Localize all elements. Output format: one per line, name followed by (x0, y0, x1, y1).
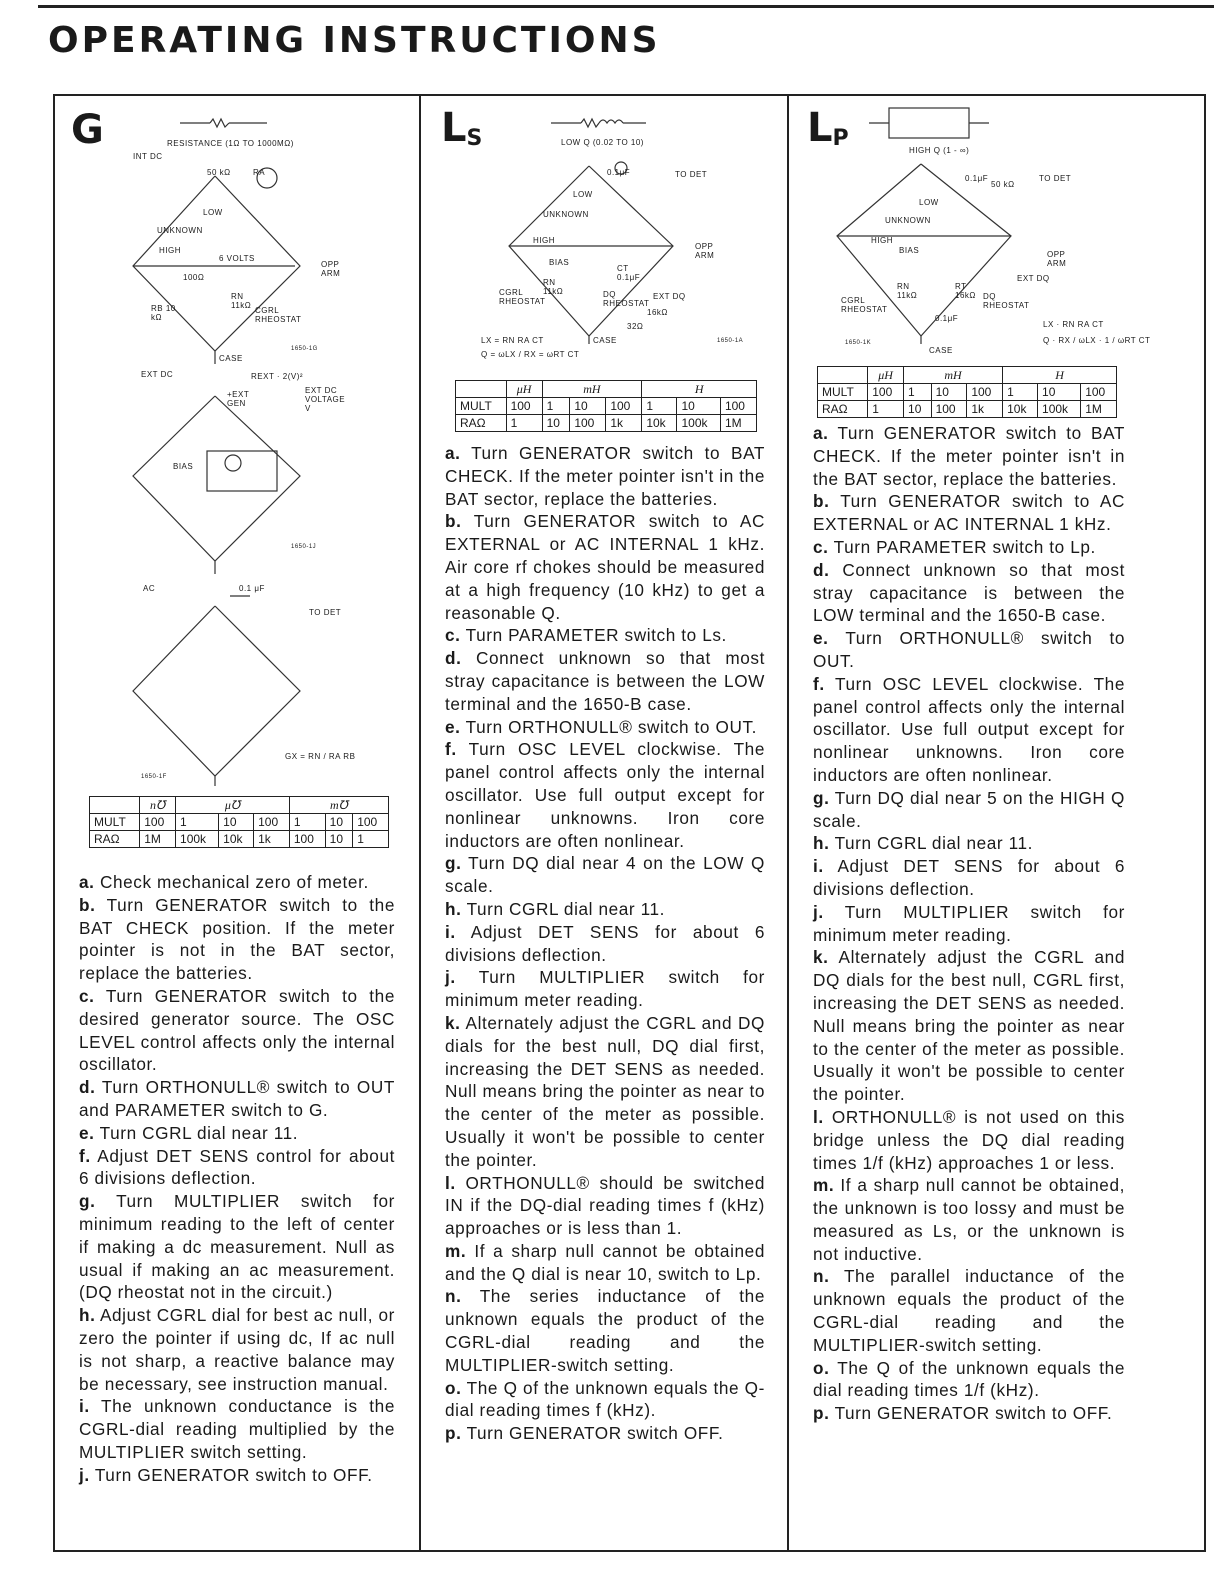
step-text: Adjust DET SENS for about 6 divisions deflection. (813, 856, 1125, 899)
lp-col-header-3: H (1003, 367, 1117, 384)
step-text: Connect unknown so that most stray capacitance is between the LOW terminal and the 1650-B case. (445, 648, 765, 714)
g-int-dc-label: INT DC (133, 152, 163, 161)
lp-case-label: CASE (929, 346, 953, 355)
g-bias-label: BIAS (173, 462, 194, 471)
step-text: Turn GENERATOR switch to AC EXTERNAL or AC INTERNAL 1 kHz. Air core rf chokes should be measured at a high frequency (10 kHz) to get a reasonable Q. (445, 511, 765, 623)
instruction-step (79, 894, 395, 985)
instruction-step (79, 1145, 395, 1191)
step-key: j. (813, 901, 824, 922)
step-key: f. (813, 673, 825, 694)
step-key: i. (813, 856, 824, 877)
step-text: The Q of the unknown equals the Q-dial reading times f (kHz). (445, 1377, 765, 1421)
step-key: l. (445, 1172, 456, 1193)
lp-bias-label: BIAS (899, 246, 920, 255)
instruction-step (445, 738, 765, 852)
instruction-step (79, 1076, 395, 1122)
ls-ct-label: CT 0.1μF (617, 264, 641, 282)
step-key: n. (813, 1266, 830, 1287)
step-key: e. (813, 628, 829, 649)
instruction-step (79, 1304, 395, 1395)
g-code-1: 1650-1G (291, 346, 318, 352)
step-key: a. (813, 423, 829, 443)
step-text: The Q of the unknown equals the dial reading times 1/f (kHz). (813, 1357, 1125, 1401)
instruction-step (79, 1122, 395, 1145)
step-key: i. (445, 921, 456, 942)
step-key: f. (445, 739, 457, 760)
ls-steps (445, 442, 765, 1445)
step-text: The series inductance of the unknown equals the product of the CGRL-dial reading and the MULTIPLIER-switch setting. (445, 1286, 765, 1375)
instruction-step (813, 673, 1125, 787)
step-text: Turn CGRL dial near 11. (466, 898, 666, 919)
lp-code: 1650-1K (845, 340, 872, 346)
instruction-step (445, 510, 765, 624)
lp-todet-label: TO DET (1039, 174, 1072, 183)
g-high-label: HIGH (159, 246, 181, 255)
step-key: a. (79, 872, 95, 892)
g-low-label: LOW (203, 208, 223, 217)
step-key: m. (445, 1240, 467, 1261)
step-text: Turn MULTIPLIER switch for minimum reading to the left of center if making a dc measurement. Null as usual if making an ac measurement. (DQ rheostat not in the circuit.) (79, 1191, 395, 1303)
g-cap-label: 0.1 μF (239, 584, 265, 593)
instruction-step (79, 1190, 395, 1304)
step-key: h. (813, 833, 830, 854)
ls-unknown-label: UNKNOWN (543, 210, 589, 219)
lp-symbol: $L_P$ (807, 105, 849, 151)
g-case-label: CASE (219, 354, 243, 363)
table-row: RAΩ 1 10 100 1k 10k 100k 1M (456, 415, 757, 432)
instruction-step (813, 787, 1125, 833)
g-ext-gen-label: +EXT GEN (227, 390, 250, 408)
step-text: ORTHONULL® should be switched IN if the DQ-dial reading times f (kHz) approaches or is less than 1. (445, 1172, 765, 1239)
instruction-step (813, 490, 1125, 536)
step-key: h. (79, 1305, 96, 1326)
step-text: Turn ORTHONULL® switch to OUT. (465, 716, 758, 737)
step-text: Turn GENERATOR switch to OFF. (94, 1464, 373, 1485)
lp-extdq-label: EXT DQ (1017, 274, 1050, 283)
step-key: b. (445, 511, 462, 532)
page-title: OPERATING INSTRUCTIONS (48, 20, 661, 61)
g-unknown-label: UNKNOWN (157, 226, 203, 235)
instruction-step (813, 855, 1125, 901)
instruction-step (445, 716, 765, 739)
step-text: Turn GENERATOR switch to AC EXTERNAL or AC INTERNAL 1 kHz. (813, 491, 1125, 535)
ls-todet-label: TO DET (675, 170, 708, 179)
step-key: g. (445, 853, 462, 874)
step-text: Connect unknown so that most stray capacitance is between the LOW terminal and the 1650-B case. (813, 559, 1125, 626)
step-key: j. (445, 967, 456, 988)
step-key: c. (445, 625, 461, 646)
step-key: k. (813, 947, 829, 968)
step-text: Turn MULTIPLIER switch for minimum meter reading. (813, 901, 1125, 945)
step-key: h. (445, 898, 462, 919)
ls-cap-label: 0.1μF (607, 168, 631, 177)
lp-multiplier-table (817, 366, 1117, 418)
step-text: Turn CGRL dial near 11. (834, 833, 1034, 854)
step-key: i. (79, 1396, 90, 1417)
ls-col-header-1: μH (506, 381, 542, 398)
step-key: g. (79, 1191, 96, 1212)
lp-high-label: HIGH (871, 236, 893, 245)
table-row: MULT 100 1 10 100 1 10 100 (90, 814, 389, 831)
g-ac-label: AC (143, 584, 156, 593)
step-text: The parallel inductance of the unknown equals the product of the CGRL-dial reading and the MULTIPLIER-switch setting. (813, 1266, 1125, 1355)
ls-code: 1650-1A (717, 338, 744, 344)
instructions-frame (53, 94, 1206, 1552)
step-key: d. (445, 648, 462, 669)
step-text: Turn CGRL dial near 11. (99, 1122, 299, 1143)
instruction-step (445, 1172, 765, 1240)
instruction-step (445, 442, 765, 510)
instruction-step (813, 901, 1125, 947)
step-key: e. (445, 716, 461, 737)
instruction-step (79, 1464, 395, 1487)
ls-circuit-diagram (421, 96, 789, 356)
g-col-header-3: m℧ (289, 797, 388, 814)
step-text: Alternately adjust the CGRL and DQ dials for the best null, CGRL first, increasing the DET SENS as needed. Null means bring the pointer as near to the center of the meter as possible. Usually it won't be possible to center the pointer. (813, 947, 1126, 1105)
g-symbol: G (71, 107, 104, 153)
instruction-step (445, 966, 765, 1012)
lp-opp-label: OPP ARM (1047, 250, 1067, 268)
lp-formula-2: Q · RX / ωLX · 1 / ωRT CT (1043, 336, 1151, 345)
instruction-step (445, 647, 765, 715)
lp-formula-1: LX · RN RA CT (1043, 320, 1104, 329)
instruction-step (445, 1240, 765, 1286)
ls-top-label: LOW Q (0.02 TO 10) (561, 138, 644, 147)
g-code-3: 1650-1F (141, 774, 167, 780)
step-key: d. (813, 559, 830, 580)
top-rule (38, 5, 1214, 8)
step-key: p. (813, 1403, 830, 1424)
lp-col-header-2: mH (904, 367, 1003, 384)
step-text: Turn ORTHONULL® switch to OUT and PARAMETER switch to G. (79, 1077, 395, 1120)
instruction-step (813, 1402, 1125, 1425)
step-text: Turn MULTIPLIER switch for minimum meter reading. (445, 967, 765, 1011)
ls-formula-2: Q = ωLX / RX = ωRT CT (481, 350, 580, 359)
table-row: MULT 100 1 10 100 1 10 100 (818, 384, 1117, 401)
lp-ct-label: 0.1μF (935, 314, 959, 323)
table-row: MULT 100 1 10 100 1 10 100 (456, 398, 757, 415)
step-key: j. (79, 1464, 90, 1485)
step-key: b. (79, 894, 96, 915)
step-text: Turn PARAMETER switch to Lp. (833, 536, 1096, 557)
table-row: RAΩ 1 10 100 1k 10k 100k 1M (818, 401, 1117, 418)
instruction-step (813, 422, 1125, 490)
step-text: Turn GENERATOR switch OFF. (466, 1423, 724, 1444)
step-key: a. (445, 443, 461, 463)
step-text: Turn OSC LEVEL clockwise. The panel control affects only the internal oscillator. Use full output except for nonlinear unknowns. Iron core inductors are often nonlinear. (445, 739, 765, 851)
g-circuit-diagrams (55, 96, 421, 796)
step-text: Turn GENERATOR switch to the desired generator source. The OSC LEVEL control affects only the internal oscillator. (79, 985, 395, 1075)
step-key: c. (813, 536, 829, 557)
lp-unknown-label: UNKNOWN (885, 216, 931, 225)
instruction-step (813, 536, 1125, 559)
lp-top-label: HIGH Q (1 - ∞) (909, 146, 970, 155)
g-opp-label: OPP ARM (321, 260, 341, 278)
step-key: m. (813, 1175, 835, 1196)
step-key: k. (445, 1012, 461, 1033)
g-rext-label: REXT · 2(V)² (251, 372, 304, 381)
lp-rt-label: RT 16kΩ (955, 282, 976, 300)
lp-rn-label: RN 11kΩ (897, 282, 918, 300)
instruction-step (813, 832, 1125, 855)
instruction-step (813, 627, 1125, 673)
g-todet-label: TO DET (309, 608, 342, 617)
g-top-label: RESISTANCE (1Ω TO 1000MΩ) (167, 139, 294, 148)
g-ext-voltage-label: EXT DC VOLTAGE V (305, 386, 346, 413)
step-text: ORTHONULL® is not used on this bridge unless the DQ dial reading times 1/f (kHz) approaches 1 or less. (813, 1106, 1125, 1173)
instruction-step (813, 1106, 1125, 1174)
ls-cgrl-label: CGRL RHEOSTAT (499, 288, 546, 306)
instruction-step (813, 1174, 1125, 1265)
step-text: Check mechanical zero of meter. (99, 872, 369, 892)
ls-case-label: CASE (593, 336, 617, 345)
lp-low-label: LOW (919, 198, 939, 207)
step-text: Turn GENERATOR switch to OFF. (834, 1403, 1113, 1424)
step-text: If a sharp null cannot be obtained and the Q dial is near 10, switch to Lp. (445, 1240, 765, 1284)
instruction-step (79, 1395, 395, 1463)
instruction-step (445, 852, 765, 898)
instruction-step (445, 1012, 765, 1172)
instruction-step (813, 559, 1125, 627)
step-key: c. (79, 985, 95, 1006)
g-rb-label: RB 10 kΩ (151, 304, 176, 322)
ls-symbol: $L_S$ (441, 105, 483, 151)
ls-multiplier-table (455, 380, 757, 432)
ls-high-label: HIGH (533, 236, 555, 245)
column-ls (421, 96, 789, 1550)
g-ext-dc-label: EXT DC (141, 370, 174, 379)
step-key: b. (813, 491, 830, 512)
ls-r32-label: 32Ω (627, 322, 644, 331)
step-text: Adjust DET SENS control for about 6 divisions deflection. (79, 1145, 395, 1189)
ls-low-label: LOW (573, 190, 593, 199)
instruction-step (445, 624, 765, 647)
lp-steps (813, 422, 1125, 1425)
instruction-step (445, 1422, 765, 1445)
g-r50-label: 50 kΩ (207, 168, 231, 177)
step-text: Turn GENERATOR switch to the BAT CHECK position. If the meter pointer is not in the BAT sector, replace the batteries. (79, 894, 395, 984)
column-lp (789, 96, 1204, 1550)
instruction-step (813, 946, 1125, 1106)
step-text: Adjust CGRL dial for best ac null, or zero the pointer if using dc, If ac null is not sharp, a reactive balance may be necessary, see instruction manual. (79, 1305, 395, 1394)
g-formula-label: GX = RN / RA RB (285, 752, 356, 761)
instruction-step (813, 1265, 1125, 1356)
step-key: d. (79, 1077, 96, 1098)
instruction-step (445, 898, 765, 921)
step-key: l. (813, 1106, 824, 1127)
g-ra-label: RA (253, 168, 266, 177)
step-text: Turn DQ dial near 5 on the HIGH Q scale. (813, 787, 1125, 831)
instruction-step (813, 1357, 1125, 1403)
lp-cap-label: 0.1μF (965, 174, 989, 183)
instruction-step (445, 1377, 765, 1423)
ls-extdq-label: EXT DQ (653, 292, 686, 301)
step-key: o. (813, 1357, 830, 1378)
step-text: The unknown conductance is the CGRL-dial reading multiplied by the MULTIPLIER switch setting. (79, 1396, 395, 1462)
step-text: Turn ORTHONULL® switch to OUT. (813, 628, 1125, 671)
step-key: o. (445, 1377, 462, 1398)
lp-r50-label: 50 kΩ (991, 180, 1015, 189)
table-row: RAΩ 1M 100k 10k 1k 100 10 1 (90, 831, 389, 848)
instruction-step (445, 1285, 765, 1376)
step-text: Adjust DET SENS for about 6 divisions deflection. (445, 921, 765, 965)
step-key: g. (813, 787, 830, 808)
lp-dq-label: DQ RHEOSTAT (983, 292, 1030, 310)
instruction-step (79, 871, 395, 894)
ls-bias-label: BIAS (549, 258, 570, 267)
step-text: Turn OSC LEVEL clockwise. The panel control affects only the internal oscillator. Use full output except for nonlinear unknowns. Iron core inductors are often nonlinear. (813, 673, 1125, 785)
g-r100-label: 100Ω (183, 273, 205, 282)
ls-col-header-2: mH (542, 381, 642, 398)
step-text: Turn GENERATOR switch to BAT CHECK. If the meter pointer isn't in the BAT sector, replace the batteries. (445, 443, 765, 509)
step-text: If a sharp null cannot be obtained, the unknown is too lossy and must be measured as Ls, or the unknown is not inductive. (813, 1175, 1125, 1264)
step-key: e. (79, 1122, 95, 1143)
ls-col-header-3: H (642, 381, 757, 398)
lp-cgrl-label: CGRL RHEOSTAT (841, 296, 888, 314)
ls-formula-1: LX = RN RA CT (481, 336, 544, 345)
ls-rn-label: RN 11kΩ (543, 278, 564, 296)
g-steps (79, 871, 395, 1487)
lp-circuit-diagram (789, 96, 1204, 356)
step-key: f. (79, 1145, 91, 1166)
ls-r16-label: 16kΩ (647, 308, 668, 317)
g-multiplier-table (89, 796, 389, 848)
instruction-step (79, 985, 395, 1076)
ls-opp-label: OPP ARM (695, 242, 715, 260)
g-rn-label: RN 11kΩ (231, 292, 252, 310)
g-cgrl-label: CGRL RHEOSTAT (255, 306, 302, 324)
g-col-header-2: μ℧ (176, 797, 290, 814)
step-text: Alternately adjust the CGRL and DQ dials for the best null, DQ dial first, increasing the DET SENS as needed. Null means bring the pointer as near to the center of the meter as possible. Usually it won't be possible to center the pointer. (445, 1012, 765, 1170)
g-col-header-1: n℧ (140, 797, 176, 814)
step-text: Turn PARAMETER switch to Ls. (465, 625, 727, 646)
lp-col-header-1: μH (868, 367, 904, 384)
g-code-2: 1650-1J (291, 544, 317, 550)
step-key: n. (445, 1286, 462, 1307)
ls-dq-label: DQ RHEOSTAT (603, 290, 650, 308)
instruction-step (445, 921, 765, 967)
column-g (55, 96, 421, 1550)
step-text: Turn GENERATOR switch to BAT CHECK. If the meter pointer isn't in the BAT sector, replace the batteries. (813, 423, 1125, 489)
g-volts-label: 6 VOLTS (219, 254, 255, 263)
step-key: p. (445, 1423, 462, 1444)
step-text: Turn DQ dial near 4 on the LOW Q scale. (445, 853, 765, 897)
